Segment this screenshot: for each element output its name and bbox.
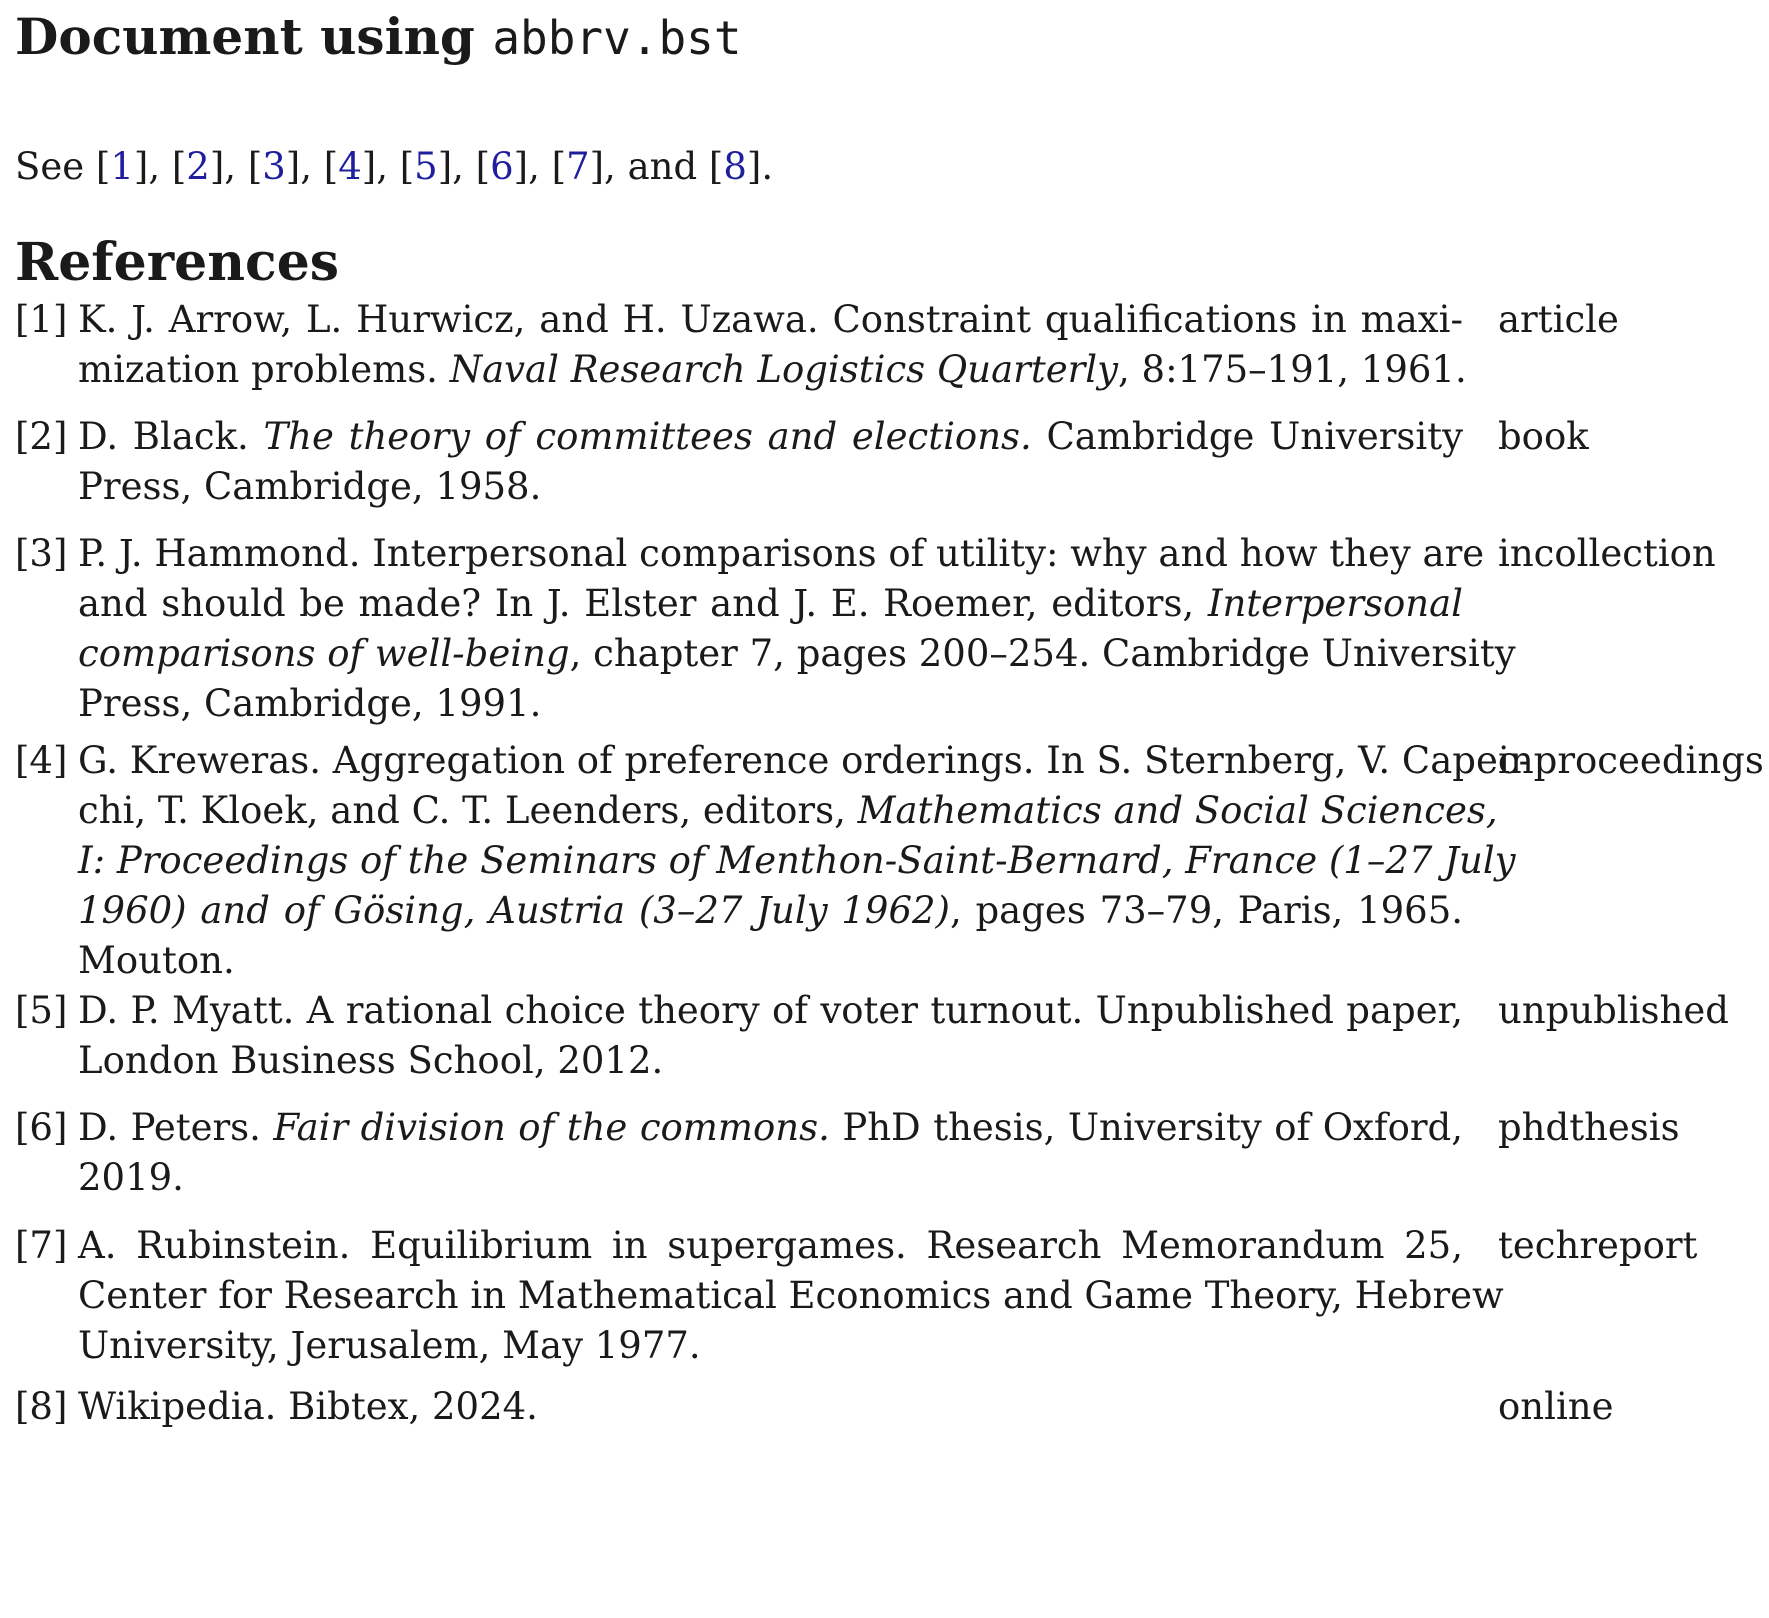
- citation-link-6[interactable]: 6: [490, 145, 514, 188]
- reference-italic-segment: The theory of committees and elections.: [263, 415, 1032, 458]
- reference-type: incollection: [1498, 532, 1716, 575]
- citation-link-7[interactable]: 7: [566, 145, 590, 188]
- title-code: abbrv.bst: [492, 11, 742, 65]
- reference-segment: Cambridge University: [1031, 415, 1464, 458]
- citation-link-1[interactable]: 1: [110, 145, 134, 188]
- reference-line: [78, 462, 1463, 512]
- reference-label: [8]: [15, 1385, 68, 1428]
- reference-line: [78, 529, 1485, 579]
- reference-type: techreport: [1498, 1224, 1698, 1267]
- reference-segment: P. J. Hammond. Interpersonal comparisons of utility: why and how they are: [78, 532, 1485, 575]
- reference-label: [7]: [15, 1224, 68, 1267]
- reference-line: [78, 1321, 1463, 1371]
- reference-text: [78, 295, 1467, 395]
- reference-segment: and should be made? In J. Elster and J. E. Roemer, editors,: [78, 582, 1208, 625]
- reference-label: [3]: [15, 532, 68, 575]
- citation-link-2[interactable]: 2: [186, 145, 210, 188]
- reference-segment: K. J. Arrow, L. Hurwicz, and H. Uzawa. Constraint qualifications in maxi-: [78, 298, 1463, 341]
- reference-segment: D. Peters.: [78, 1106, 274, 1149]
- citation-link-4[interactable]: 4: [338, 145, 362, 188]
- reference-type: article: [1498, 298, 1619, 341]
- reference-line: [78, 1103, 1463, 1153]
- title-prefix: Document using: [15, 7, 475, 66]
- reference-segment: D. Black.: [78, 415, 264, 458]
- reference-segment: Press, Cambridge, 1958.: [78, 465, 542, 508]
- reference-type: phdthesis: [1498, 1106, 1680, 1149]
- intro-paragraph: See [1], [2], [3], [4], [5], [6], [7], and [8].: [15, 145, 774, 188]
- reference-italic-segment: Mathematics and Social Sciences,: [857, 789, 1498, 832]
- reference-text: [78, 412, 1463, 512]
- reference-type: online: [1498, 1385, 1614, 1428]
- reference-type: inproceedings: [1498, 739, 1764, 782]
- reference-line: [78, 986, 1463, 1036]
- reference-segment: , 8:175–191, 1961.: [1118, 348, 1467, 391]
- reference-line: [78, 1036, 1463, 1086]
- intro-see-text: See: [15, 145, 85, 188]
- reference-segment: Wikipedia. Bibtex, 2024.: [78, 1385, 538, 1428]
- reference-line: [78, 1221, 1463, 1271]
- document-title: [15, 2, 742, 73]
- reference-italic-segment: I: Proceedings of the Seminars of Menthon-Saint-Bernard, France (1–27 July: [78, 839, 1516, 882]
- reference-label: [2]: [15, 415, 68, 458]
- reference-type: book: [1498, 415, 1589, 458]
- reference-segment: mization problems.: [78, 348, 450, 391]
- reference-text: [78, 529, 1516, 729]
- reference-segment: PhD thesis, University of Oxford,: [829, 1106, 1463, 1149]
- reference-segment: University, Jerusalem, May 1977.: [78, 1324, 701, 1367]
- reference-label: [4]: [15, 739, 68, 782]
- reference-label: [6]: [15, 1106, 68, 1149]
- reference-line: [78, 579, 1463, 629]
- reference-segment: Center for Research in Mathematical Economics and Game Theory, Hebrew: [78, 1274, 1504, 1317]
- citation-link-5[interactable]: 5: [414, 145, 438, 188]
- reference-text: [78, 736, 1532, 986]
- reference-line: [78, 936, 1463, 986]
- reference-italic-segment: comparisons of well-being: [78, 632, 570, 675]
- reference-line: [78, 786, 1498, 836]
- reference-line: [78, 1271, 1504, 1321]
- reference-label: [1]: [15, 298, 68, 341]
- reference-line: [78, 679, 1463, 729]
- reference-segment: A. Rubinstein. Equilibrium in supergames. Research Memorandum 25,: [78, 1224, 1463, 1267]
- reference-line: [78, 412, 1463, 462]
- reference-segment: , pages 73–79, Paris, 1965.: [949, 889, 1464, 932]
- reference-italic-segment: Interpersonal: [1207, 582, 1463, 625]
- reference-italic-segment: 1960) and of Gösing, Austria (3–27 July 1962): [78, 889, 950, 932]
- reference-text: [78, 1103, 1463, 1203]
- reference-line: [78, 1382, 1463, 1432]
- reference-text: [78, 1221, 1504, 1371]
- citation-link-8[interactable]: 8: [723, 145, 747, 188]
- reference-label: [5]: [15, 989, 68, 1032]
- reference-line: [78, 836, 1516, 886]
- reference-line: [78, 295, 1463, 345]
- reference-type: unpublished: [1498, 989, 1729, 1032]
- reference-segment: Mouton.: [78, 939, 235, 982]
- reference-segment: London Business School, 2012.: [78, 1039, 664, 1082]
- references-heading: References: [15, 232, 340, 293]
- reference-line: [78, 1153, 1463, 1203]
- reference-segment: G. Kreweras. Aggregation of preference orderings. In S. Sternberg, V. Capec-: [78, 739, 1532, 782]
- reference-segment: D. P. Myatt. A rational choice theory of voter turnout. Unpublished paper,: [78, 989, 1463, 1032]
- reference-text: [78, 1382, 1463, 1432]
- reference-segment: Press, Cambridge, 1991.: [78, 682, 542, 725]
- reference-segment: , chapter 7, pages 200–254. Cambridge University: [569, 632, 1516, 675]
- reference-italic-segment: Naval Research Logistics Quarterly: [449, 348, 1119, 391]
- reference-line: [78, 736, 1532, 786]
- reference-italic-segment: Fair division of the commons.: [273, 1106, 830, 1149]
- reference-line: [78, 629, 1516, 679]
- reference-segment: 2019.: [78, 1156, 184, 1199]
- reference-text: [78, 986, 1463, 1086]
- intro-and-text: and: [627, 145, 698, 188]
- reference-segment: chi, T. Kloek, and C. T. Leenders, editors,: [78, 789, 858, 832]
- reference-line: [78, 345, 1467, 395]
- citation-link-3[interactable]: 3: [262, 145, 286, 188]
- reference-line: [78, 886, 1463, 936]
